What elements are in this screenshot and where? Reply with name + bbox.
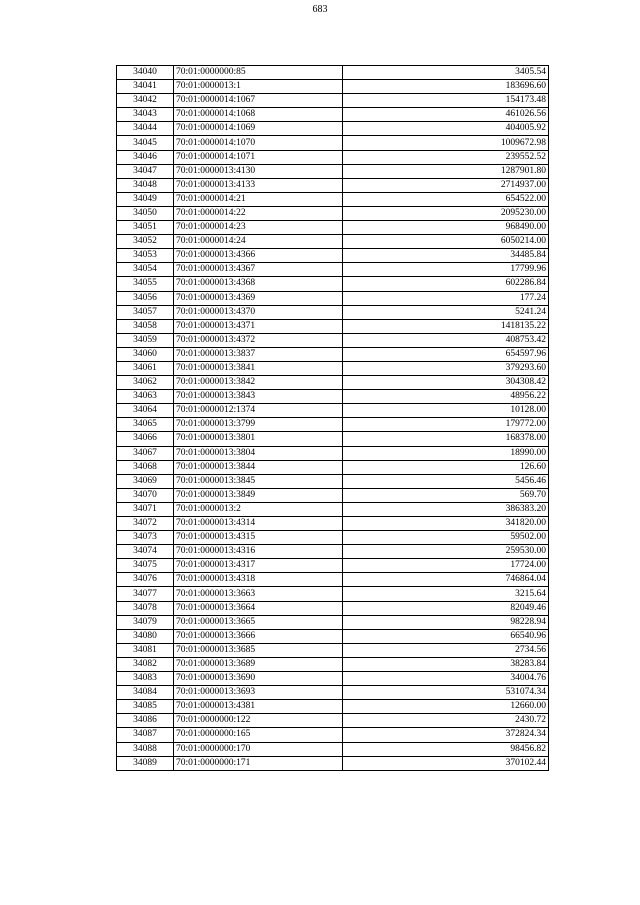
cadastral-number-cell: 70:01:0000013:3799 — [174, 418, 343, 432]
table-row — [117, 531, 549, 545]
cadastral-number-cell: 70:01:0000013:4316 — [174, 545, 343, 559]
table-row — [117, 629, 549, 643]
row-number-cell: 34041 — [117, 80, 174, 94]
row-number-cell: 34051 — [117, 221, 174, 235]
cadastral-number-cell: 70:01:0000013:4368 — [174, 277, 343, 291]
table-row — [117, 390, 549, 404]
table-row — [117, 756, 549, 770]
table-row — [117, 235, 549, 249]
table-row — [117, 94, 549, 108]
cadastral-number-cell: 70:01:0000013:4372 — [174, 333, 343, 347]
cadastral-number-cell: 70:01:0000013:3801 — [174, 432, 343, 446]
table-row — [117, 432, 549, 446]
cadastral-number-cell: 70:01:0000013:4317 — [174, 559, 343, 573]
row-number-cell: 34056 — [117, 291, 174, 305]
value-cell: 1287901.80 — [343, 164, 549, 178]
value-cell: 239552.52 — [343, 150, 549, 164]
cadastral-number-cell: 70:01:0000013:4371 — [174, 319, 343, 333]
cadastral-number-cell: 70:01:0000013:4367 — [174, 263, 343, 277]
row-number-cell: 34050 — [117, 206, 174, 220]
value-cell: 654522.00 — [343, 192, 549, 206]
cadastral-number-cell: 70:01:0000013:3843 — [174, 390, 343, 404]
cadastral-number-cell: 70:01:0000000:122 — [174, 714, 343, 728]
value-cell: 370102.44 — [343, 756, 549, 770]
row-number-cell: 34053 — [117, 249, 174, 263]
row-number-cell: 34084 — [117, 686, 174, 700]
cadastral-number-cell: 70:01:0000013:3842 — [174, 376, 343, 390]
cadastral-number-cell: 70:01:0000013:4318 — [174, 573, 343, 587]
table-row — [117, 108, 549, 122]
row-number-cell: 34085 — [117, 700, 174, 714]
cadastral-number-cell: 70:01:0000013:3804 — [174, 446, 343, 460]
value-cell: 12660.00 — [343, 700, 549, 714]
value-cell: 404005.92 — [343, 122, 549, 136]
table-row — [117, 122, 549, 136]
table-row — [117, 361, 549, 375]
cadastral-number-cell: 70:01:0000013:3663 — [174, 587, 343, 601]
value-cell: 154173.48 — [343, 94, 549, 108]
table-row — [117, 686, 549, 700]
table-row — [117, 728, 549, 742]
row-number-cell: 34074 — [117, 545, 174, 559]
row-number-cell: 34071 — [117, 502, 174, 516]
row-number-cell: 34070 — [117, 488, 174, 502]
row-number-cell: 34059 — [117, 333, 174, 347]
table-row — [117, 517, 549, 531]
table-row — [117, 277, 549, 291]
cadastral-number-cell: 70:01:0000014:1068 — [174, 108, 343, 122]
value-cell: 38283.84 — [343, 657, 549, 671]
row-number-cell: 34062 — [117, 376, 174, 390]
cadastral-number-cell: 70:01:0000000:165 — [174, 728, 343, 742]
cadastral-number-cell: 70:01:0000014:21 — [174, 192, 343, 206]
value-cell: 6050214.00 — [343, 235, 549, 249]
row-number-cell: 34047 — [117, 164, 174, 178]
table-row — [117, 742, 549, 756]
value-cell: 98456.82 — [343, 742, 549, 756]
table-row — [117, 615, 549, 629]
cadastral-number-cell: 70:01:0000014:23 — [174, 221, 343, 235]
table-row — [117, 347, 549, 361]
cadastral-number-cell: 70:01:0000000:171 — [174, 756, 343, 770]
row-number-cell: 34049 — [117, 192, 174, 206]
table-row — [117, 700, 549, 714]
cadastral-number-cell: 70:01:0000013:2 — [174, 502, 343, 516]
value-cell: 379293.60 — [343, 361, 549, 375]
row-number-cell: 34078 — [117, 601, 174, 615]
table-row — [117, 488, 549, 502]
value-cell: 2734.56 — [343, 643, 549, 657]
row-number-cell: 34058 — [117, 319, 174, 333]
table-row — [117, 545, 549, 559]
table-row — [117, 80, 549, 94]
table-row — [117, 206, 549, 220]
cadastral-number-cell: 70:01:0000013:3664 — [174, 601, 343, 615]
row-number-cell: 34080 — [117, 629, 174, 643]
cadastral-number-cell: 70:01:0000013:4133 — [174, 178, 343, 192]
row-number-cell: 34065 — [117, 418, 174, 432]
table-row — [117, 460, 549, 474]
value-cell: 341820.00 — [343, 517, 549, 531]
value-cell: 59502.00 — [343, 531, 549, 545]
value-cell: 5241.24 — [343, 305, 549, 319]
row-number-cell: 34060 — [117, 347, 174, 361]
cadastral-number-cell: 70:01:0000013:3689 — [174, 657, 343, 671]
cadastral-number-cell: 70:01:0000012:1374 — [174, 404, 343, 418]
row-number-cell: 34057 — [117, 305, 174, 319]
page-number: 683 — [312, 4, 328, 15]
value-cell: 2714937.00 — [343, 178, 549, 192]
cadastral-number-cell: 70:01:0000013:1 — [174, 80, 343, 94]
row-number-cell: 34048 — [117, 178, 174, 192]
value-cell: 1418135.22 — [343, 319, 549, 333]
value-cell: 531074.34 — [343, 686, 549, 700]
table-row — [117, 305, 549, 319]
cadastral-number-cell: 70:01:0000013:4369 — [174, 291, 343, 305]
value-cell: 654597.96 — [343, 347, 549, 361]
value-cell: 179772.00 — [343, 418, 549, 432]
row-number-cell: 34083 — [117, 672, 174, 686]
cadastral-number-cell: 70:01:0000014:1070 — [174, 136, 343, 150]
value-cell: 98228.94 — [343, 615, 549, 629]
cadastral-number-cell: 70:01:0000014:1071 — [174, 150, 343, 164]
cadastral-number-cell: 70:01:0000013:4314 — [174, 517, 343, 531]
value-cell: 17799.96 — [343, 263, 549, 277]
value-cell: 569.70 — [343, 488, 549, 502]
table-body — [117, 66, 549, 771]
table-row — [117, 657, 549, 671]
cadastral-number-cell: 70:01:0000013:4381 — [174, 700, 343, 714]
table-row — [117, 66, 549, 80]
table-row — [117, 714, 549, 728]
row-number-cell: 34040 — [117, 66, 174, 80]
row-number-cell: 34043 — [117, 108, 174, 122]
table-row — [117, 601, 549, 615]
value-cell: 461026.56 — [343, 108, 549, 122]
row-number-cell: 34082 — [117, 657, 174, 671]
cadastral-number-cell: 70:01:0000013:4130 — [174, 164, 343, 178]
row-number-cell: 34064 — [117, 404, 174, 418]
table-row — [117, 249, 549, 263]
table-row — [117, 404, 549, 418]
row-number-cell: 34087 — [117, 728, 174, 742]
row-number-cell: 34079 — [117, 615, 174, 629]
cadastral-number-cell: 70:01:0000014:24 — [174, 235, 343, 249]
value-cell: 746864.04 — [343, 573, 549, 587]
row-number-cell: 34061 — [117, 361, 174, 375]
value-cell: 304308.42 — [343, 376, 549, 390]
value-cell: 168378.00 — [343, 432, 549, 446]
value-cell: 408753.42 — [343, 333, 549, 347]
row-number-cell: 34066 — [117, 432, 174, 446]
row-number-cell: 34069 — [117, 474, 174, 488]
cadastral-number-cell: 70:01:0000013:4370 — [174, 305, 343, 319]
row-number-cell: 34072 — [117, 517, 174, 531]
cadastral-number-cell: 70:01:0000013:3845 — [174, 474, 343, 488]
value-cell: 126.60 — [343, 460, 549, 474]
cadastral-number-cell: 70:01:0000013:3841 — [174, 361, 343, 375]
row-number-cell: 34088 — [117, 742, 174, 756]
value-cell: 183696.60 — [343, 80, 549, 94]
value-cell: 48956.22 — [343, 390, 549, 404]
table-row — [117, 263, 549, 277]
value-cell: 18990.00 — [343, 446, 549, 460]
cadastral-number-cell: 70:01:0000013:3690 — [174, 672, 343, 686]
cadastral-number-cell: 70:01:0000013:3665 — [174, 615, 343, 629]
cadastral-number-cell: 70:01:0000013:3685 — [174, 643, 343, 657]
row-number-cell: 34054 — [117, 263, 174, 277]
row-number-cell: 34086 — [117, 714, 174, 728]
row-number-cell: 34055 — [117, 277, 174, 291]
value-cell: 177.24 — [343, 291, 549, 305]
table-row — [117, 291, 549, 305]
cadastral-number-cell: 70:01:0000013:3844 — [174, 460, 343, 474]
table-row — [117, 559, 549, 573]
value-cell: 34004.76 — [343, 672, 549, 686]
row-number-cell: 34073 — [117, 531, 174, 545]
row-number-cell: 34068 — [117, 460, 174, 474]
row-number-cell: 34042 — [117, 94, 174, 108]
cadastral-number-cell: 70:01:0000013:4315 — [174, 531, 343, 545]
table-row — [117, 672, 549, 686]
value-cell: 2430.72 — [343, 714, 549, 728]
row-number-cell: 34052 — [117, 235, 174, 249]
value-cell: 3215.64 — [343, 587, 549, 601]
value-cell: 10128.00 — [343, 404, 549, 418]
cadastral-number-cell: 70:01:0000000:170 — [174, 742, 343, 756]
cadastral-number-cell: 70:01:0000013:3666 — [174, 629, 343, 643]
cadastral-number-cell: 70:01:0000014:1069 — [174, 122, 343, 136]
table-row — [117, 164, 549, 178]
table-row — [117, 221, 549, 235]
table-row — [117, 573, 549, 587]
cadastral-number-cell: 70:01:0000013:3849 — [174, 488, 343, 502]
table-row — [117, 418, 549, 432]
value-cell: 3405.54 — [343, 66, 549, 80]
value-cell: 2095230.00 — [343, 206, 549, 220]
row-number-cell: 34076 — [117, 573, 174, 587]
row-number-cell: 34075 — [117, 559, 174, 573]
table-row — [117, 333, 549, 347]
cadastral-number-cell: 70:01:0000014:1067 — [174, 94, 343, 108]
row-number-cell: 34045 — [117, 136, 174, 150]
table-row — [117, 446, 549, 460]
row-number-cell: 34063 — [117, 390, 174, 404]
value-cell: 372824.34 — [343, 728, 549, 742]
table-row — [117, 587, 549, 601]
row-number-cell: 34046 — [117, 150, 174, 164]
cadastre-value-table — [116, 65, 549, 771]
value-cell: 66540.96 — [343, 629, 549, 643]
cadastral-number-cell: 70:01:0000013:3693 — [174, 686, 343, 700]
cadastral-number-cell: 70:01:0000013:3837 — [174, 347, 343, 361]
table-row — [117, 502, 549, 516]
row-number-cell: 34044 — [117, 122, 174, 136]
value-cell: 82049.46 — [343, 601, 549, 615]
value-cell: 259530.00 — [343, 545, 549, 559]
value-cell: 968490.00 — [343, 221, 549, 235]
cadastral-number-cell: 70:01:0000013:4366 — [174, 249, 343, 263]
value-cell: 386383.20 — [343, 502, 549, 516]
value-cell: 5456.46 — [343, 474, 549, 488]
row-number-cell: 34077 — [117, 587, 174, 601]
cadastral-number-cell: 70:01:0000000:85 — [174, 66, 343, 80]
row-number-cell: 34081 — [117, 643, 174, 657]
table-row — [117, 192, 549, 206]
table-row — [117, 150, 549, 164]
table-row — [117, 178, 549, 192]
value-cell: 34485.84 — [343, 249, 549, 263]
value-cell: 1009672.98 — [343, 136, 549, 150]
value-cell: 17724.00 — [343, 559, 549, 573]
table-row — [117, 319, 549, 333]
table-row — [117, 643, 549, 657]
table-row — [117, 474, 549, 488]
row-number-cell: 34089 — [117, 756, 174, 770]
value-cell: 602286.84 — [343, 277, 549, 291]
row-number-cell: 34067 — [117, 446, 174, 460]
table-row — [117, 376, 549, 390]
cadastral-number-cell: 70:01:0000014:22 — [174, 206, 343, 220]
table-row — [117, 136, 549, 150]
